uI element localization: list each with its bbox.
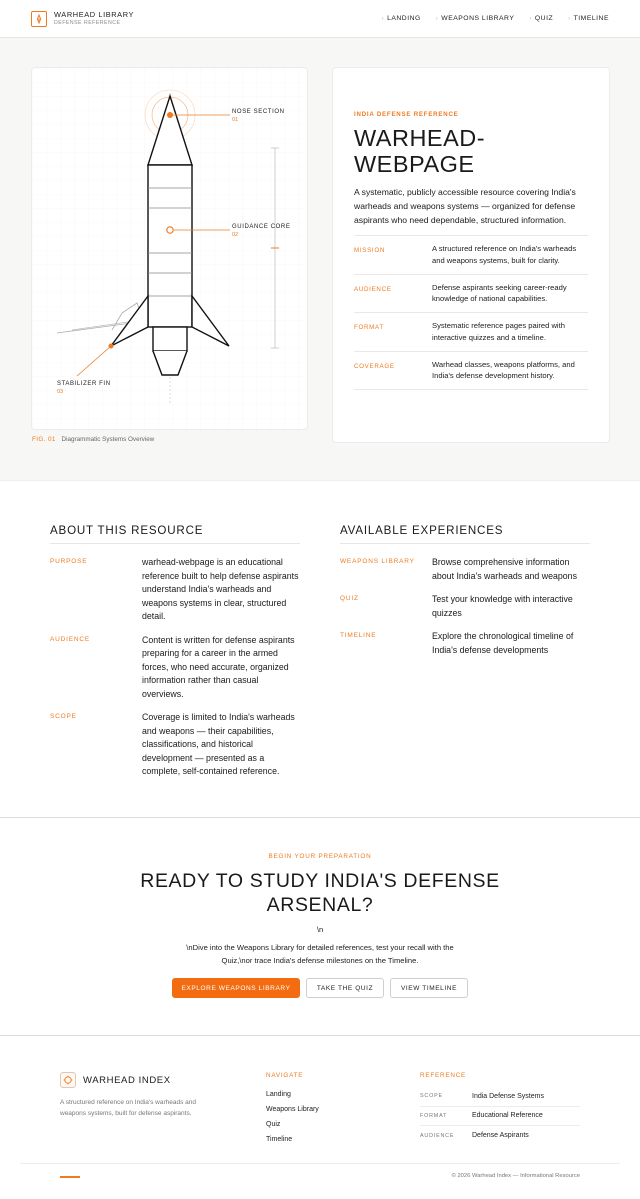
spec-key: AUDIENCE (354, 285, 392, 293)
view-timeline-button[interactable]: VIEW TIMELINE (390, 978, 468, 998)
spec-row-coverage (354, 352, 588, 391)
experiences-column (340, 524, 590, 657)
footer-navigate-title: NAVIGATE (266, 1072, 304, 1079)
brand-name: WARHEAD LIBRARY (54, 10, 135, 19)
experience-value: Test your knowledge with interactive quizzes (432, 594, 573, 618)
cta-description: \nDive into the Weapons Library for detailed references, test your recall with the Quiz,\nor trace India's defense milestones on the Timeline. (186, 943, 454, 965)
cta-newline-text: \n (316, 925, 324, 934)
spec-list (354, 235, 588, 390)
spec-key: MISSION (354, 247, 386, 254)
nav-label: QUIZ (534, 15, 554, 22)
nav-label: TIMELINE (573, 15, 609, 22)
cta-section (0, 817, 640, 1035)
label-nose-number: 01 (232, 117, 239, 123)
cta-title (0, 869, 640, 917)
experiences-title: AVAILABLE EXPERIENCES (340, 524, 590, 544)
hero-title (354, 125, 588, 177)
reference-row-format (420, 1107, 580, 1127)
reference-row-scope (420, 1087, 580, 1107)
about-value: Coverage is limited to India's warheads and weapons — their capabilities, classifications, and historical development — presented as a complete, self-contained reference. (142, 712, 295, 776)
about-row-scope (50, 711, 300, 779)
nav-tick-icon: › (568, 15, 571, 22)
about-key: AUDIENCE (50, 635, 90, 643)
brand-tagline: DEFENSE REFERENCE (54, 20, 121, 26)
crosshair-icon (60, 1072, 76, 1088)
experience-value: Explore the chronological timeline of India's defense developments (432, 631, 574, 655)
footer-reference-list (420, 1087, 580, 1146)
explore-weapons-library-button[interactable]: EXPLORE WEAPONS LIBRARY (172, 978, 300, 998)
nav-label: WEAPONS LIBRARY (441, 15, 515, 22)
experience-value: Browse comprehensive information about India's warheads and weapons (432, 557, 577, 581)
hero-eyebrow: INDIA DEFENSE REFERENCE (354, 111, 459, 118)
experience-row-quiz[interactable] (340, 593, 590, 620)
footer-link-timeline[interactable]: Timeline (266, 1136, 293, 1143)
footer-divider (20, 1163, 620, 1164)
footer-link-weapons-library[interactable]: Weapons Library (266, 1106, 319, 1113)
figure-number: FIG. 01 (32, 436, 56, 443)
about-section (0, 481, 640, 817)
reference-value: Defense Aspirants (472, 1132, 529, 1140)
reference-key: FORMAT (420, 1112, 448, 1119)
warhead-logo-icon (31, 11, 47, 27)
footer-brand-name: WARHEAD INDEX (83, 1074, 171, 1086)
missile-diagram-card (31, 67, 308, 430)
hero-section (0, 38, 640, 481)
site-footer (0, 1035, 640, 1199)
nav-quiz[interactable] (529, 15, 553, 22)
about-value: Content is written for defense aspirants preparing for a career in the armed forces, who need accurate, organized information rather than casual overviews. (142, 634, 295, 699)
about-title: ABOUT THIS RESOURCE (50, 524, 300, 544)
hero-title-line2: WEBPAGE (354, 151, 475, 177)
experience-key: WEAPONS LIBRARY (340, 558, 415, 565)
footer-reference-title: REFERENCE (420, 1072, 467, 1079)
spec-value: Systematic reference pages paired with interactive quizzes and a timeline. (432, 321, 565, 342)
spec-row-audience (354, 275, 588, 314)
reference-key: SCOPE (420, 1093, 443, 1100)
nav-tick-icon: › (381, 15, 385, 22)
label-guidance-number: 02 (232, 232, 239, 238)
label-fin-number: 03 (57, 389, 64, 395)
about-column (50, 524, 300, 779)
label-stabilizer-fin: STABILIZER FIN (57, 381, 111, 387)
footer-accent-bar (60, 1176, 80, 1178)
experience-row-timeline[interactable] (340, 630, 590, 657)
reference-row-audience (420, 1126, 580, 1146)
intro-card (332, 67, 610, 443)
nose-marker (167, 112, 173, 118)
main-nav (382, 15, 609, 22)
spec-row-format (354, 313, 588, 352)
spec-key: COVERAGE (354, 362, 395, 370)
spec-value: Defense aspirants seeking career-ready knowledge of national capabilities. (432, 282, 567, 304)
take-quiz-button[interactable]: TAKE THE QUIZ (306, 978, 384, 998)
nav-landing[interactable] (382, 15, 421, 22)
nav-tick-icon: › (435, 15, 439, 22)
about-value: warhead-webpage is an educational reference built to help defense aspirants understand India's warheads and weapons systems in clear, structured detail. (142, 557, 299, 621)
spec-value: Warhead classes, weapons platforms, and India's defense development history. (432, 359, 575, 381)
label-nose-section: NOSE SECTION (232, 109, 285, 115)
nav-timeline[interactable] (568, 15, 609, 22)
brand[interactable] (31, 10, 134, 27)
nav-weapons-library[interactable] (436, 15, 515, 22)
footer-nav (266, 1087, 319, 1147)
cta-eyebrow: BEGIN YOUR PREPARATION (268, 853, 372, 860)
experience-row-weapons-library[interactable] (340, 556, 590, 583)
reference-value: India Defense Systems (472, 1092, 544, 1100)
spec-value: A structured reference on India's warheads and weapons systems, built for clarity. (432, 244, 577, 265)
reference-value: Educational Reference (472, 1112, 543, 1120)
figure-caption (32, 436, 154, 443)
figure-caption-text: Diagrammatic Systems Overview (61, 436, 155, 443)
about-row-audience (50, 634, 300, 702)
footer-copyright: © 2026 Warhead Index — Informational Resource (451, 1173, 580, 1179)
footer-link-landing[interactable]: Landing (266, 1091, 291, 1098)
spec-key: FORMAT (354, 324, 384, 331)
fin-marker (109, 344, 114, 349)
missile-diagram (32, 68, 308, 430)
footer-brand[interactable] (60, 1072, 171, 1088)
hero-description: A systematic, publicly accessible resource covering India's warheads and weapons systems — organized for defense aspirants who need dependable, structured information. (354, 187, 576, 225)
about-key: SCOPE (50, 713, 77, 720)
footer-link-quiz[interactable]: Quiz (266, 1121, 281, 1128)
cta-buttons (0, 978, 640, 998)
footer-description: A structured reference on India's warheads and weapons systems, built for defense aspirants. (60, 1099, 197, 1117)
site-header (0, 0, 640, 38)
about-key: PURPOSE (50, 558, 88, 565)
label-guidance-core: GUIDANCE CORE (232, 224, 291, 230)
guidance-marker (167, 227, 173, 233)
nav-tick-icon: › (529, 15, 532, 22)
cta-title-line2: ARSENAL? (266, 894, 374, 916)
cta-title-line1: READY TO STUDY INDIA'S DEFENSE (140, 870, 500, 892)
hero-title-line1: WARHEAD- (354, 125, 486, 151)
nav-label: LANDING (387, 15, 421, 22)
spec-row-mission (354, 236, 588, 275)
reference-key: AUDIENCE (420, 1132, 455, 1139)
experience-key: QUIZ (340, 595, 359, 602)
about-row-purpose (50, 556, 300, 624)
experience-key: TIMELINE (340, 632, 377, 639)
